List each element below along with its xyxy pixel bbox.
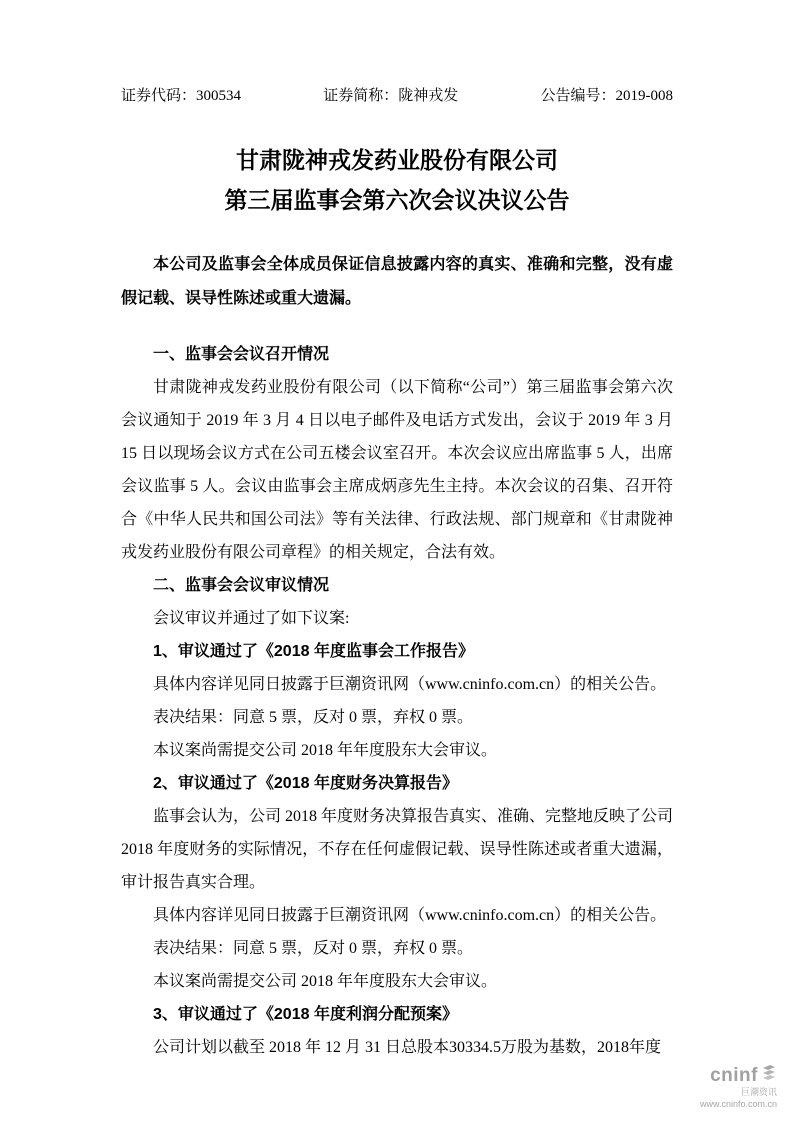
item-2-detail: 具体内容详见同日披露于巨潮资讯网（www.cninfo.com.cn）的相关公告。 (153, 907, 667, 924)
stock-code-label: 证券代码：300534 (121, 88, 242, 104)
item-2-body: 监事会认为，公司 2018 年度财务决算报告真实、准确、完整地反映了公司 2018 年度财务的实际情况，不存在任何虚假记载、误导性陈述或者重大遗漏，审计报告真实合理。 (121, 808, 674, 891)
document-header (121, 86, 673, 106)
cninfo-logo-row (685, 1064, 777, 1087)
cninfo-site-name: 巨潮资讯 (740, 1087, 777, 1097)
item-3-title: 3、审议通过了《2018 年度利润分配预案》 (153, 1006, 458, 1023)
item-1-vote-result: 表决结果：同意 5 票，反对 0 票，弃权 0 票。 (153, 709, 474, 726)
cninfo-watermark (685, 1064, 777, 1110)
cninfo-site-url: www.cninfo.com.cn (699, 1099, 777, 1109)
item-3-body: 公司计划以截至 2018 年 12 月 31 日总股本30334.5万股为基数，2018年度 (153, 1039, 662, 1056)
item-2-vote-result: 表决结果：同意 5 票，反对 0 票，弃权 0 票。 (153, 940, 474, 957)
section-1-body: 甘肃陇神戎发药业股份有限公司（以下简称“公司”）第三届监事会第六次会议通知于 2019 年 3 月 4 日以电子邮件及电话方式发出，会议于 2019 年 3 月 15 日以现场会议方式在公司五楼会议室召开。本次会议应出席监事 5 人，出席会议监事 5 人。会议由监事会主席成炳彦先生主持。本次会议的召集、召开符合《中华人民共和国公司法》等有关法律、行政法规、部门规章和《甘肃陇神戎发药业股份有限公司章程》的相关规定，合法有效。 (121, 379, 673, 561)
item-1-note: 本议案尚需提交公司 2018 年年度股东大会审议。 (153, 742, 498, 759)
document-title (121, 140, 673, 220)
item-2-note: 本议案尚需提交公司 2018 年年度股东大会审议。 (153, 973, 498, 990)
cninfo-logo-text: cninf (710, 1064, 758, 1086)
section-2-heading: 二、监事会会议审议情况 (153, 577, 330, 594)
document-body (121, 338, 673, 1064)
announcement-number-label: 公告编号：2019-008 (540, 88, 673, 104)
section-2-intro: 会议审议并通过了如下议案: (153, 610, 350, 627)
disclaimer-paragraph: 本公司及监事会全体成员保证信息披露内容的真实、准确和完整，没有虚假记载、误导性陈述或重大遗漏。 (121, 256, 673, 307)
item-1-detail: 具体内容详见同日披露于巨潮资讯网（www.cninfo.com.cn）的相关公告。 (153, 676, 667, 693)
item-1-title: 1、审议通过了《2018 年度监事会工作报告》 (153, 643, 474, 660)
item-2-title: 2、审议通过了《2018 年度财务决算报告》 (153, 775, 458, 792)
document-title-line1: 甘肃陇神戎发药业股份有限公司 (236, 147, 558, 173)
cninfo-logo-mark-icon (761, 1064, 777, 1087)
section-1-heading: 一、监事会会议召开情况 (153, 346, 330, 363)
document-title-line2: 第三届监事会第六次会议决议公告 (224, 187, 570, 213)
stock-name-label: 证券简称：陇神戎发 (323, 88, 459, 104)
